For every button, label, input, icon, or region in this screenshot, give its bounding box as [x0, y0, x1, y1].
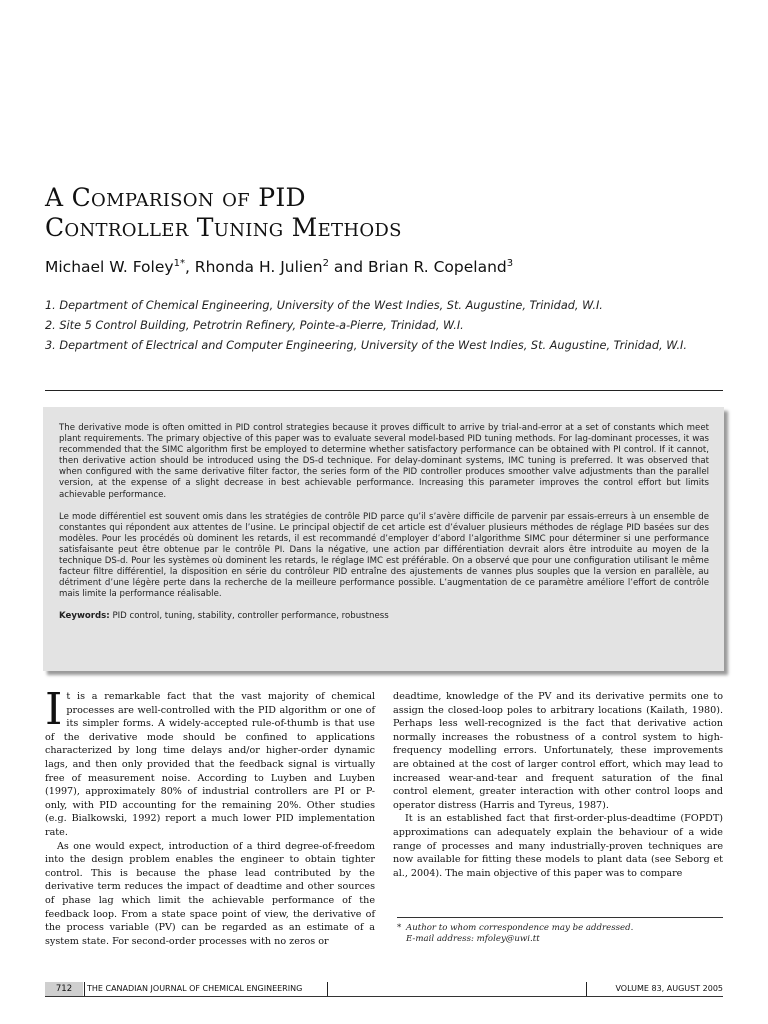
- author-affiliation-mark: 1: [173, 258, 180, 269]
- title-line-2: Controller Tuning Methods: [45, 213, 402, 242]
- author-affiliation-mark: 2: [322, 258, 329, 269]
- keywords-list: PID control, tuning, stability, controller performance, robustness: [109, 611, 389, 622]
- keywords-label: Keywords:: [59, 611, 110, 622]
- author-name: Michael W. Foley: [45, 258, 174, 277]
- footnote-line: Author to whom correspondence may be addressed.: [406, 923, 634, 933]
- body-paragraph: It is an established fact that first-order-plus-deadtime (FOPDT) approximations can adequately explain the behaviour of a wide range of processes and many industrially-proven techniques are now available for fitting these models to plant data (see Seborg et al., 2004). The main objective of this paper was to compare: [393, 813, 723, 879]
- body-paragraph: As one would expect, introduction of a third degree-of-freedom into the design problem enables the engineer to obtain tighter control. This is because the phase lead contributed by the derivative term reduces the impact of deadtime and other sources of phase lag which limit the achievable performance of the feedback loop. From a state space point of view, the derivative of the process variable (PV) can be regarded as an estimate of a system state. For second-order processes with no zeros or: [45, 840, 375, 947]
- body-paragraph: [45, 684, 375, 840]
- journal-name: THE CANADIAN JOURNAL OF CHEMICAL ENGINEERING: [87, 984, 303, 993]
- author-name: Brian R. Copeland: [367, 258, 507, 277]
- body-column-right: [393, 690, 723, 880]
- author-list: [45, 258, 725, 276]
- body-paragraph: deadtime, knowledge of the PV and its derivative permits one to assign the closed-loop poles to arbitrary locations (Kailath, 1980). Perhaps less well-recognized is the fact that derivative action normally increases the robustness of a control system to high-frequency modelling errors. Unfortunately, these improvements are obtained at the cost of larger control effort, which may lead to increased wear-and-tear and frequent saturation of the final control element, greater interaction with other control loops and operator distress (Harris and Tyreus, 1987).: [393, 691, 723, 811]
- footer-separator: [586, 982, 587, 996]
- footnote-email: E-mail address: mfoley@uwi.tt: [406, 934, 540, 944]
- footer-separator: [327, 982, 328, 996]
- body-column-left: [45, 684, 375, 948]
- abstract-french: Le mode différentiel est souvent omis dans les stratégies de contrôle PID parce qu’il s’avère difficile de parvenir par essais-erreurs à un ensemble de constantes qui répondent aux attentes de l’usine. Le principal objectif de cet article est d’évaluer plusieurs méthodes de réglage PID basées sur des modèles. Pour les procédés où dominent les retards, il est recommandé d’employer d’abord l’algorithme SIMC pour déterminer si une performance satisfaisante peut être obtenue par le contrôle PI. Dans la négative, une action par différentiation devrait alors être introduite au moyen de la technique DS-d. Pour les systèmes où dominent les retards, le réglage IMC est préférable. On a observé que pour une configuration utilisant le même facteur filtre différentiel, la disposition en série du contrôleur PID entraîne des ajustements de vannes plus souples que la version en parallèle, au détriment d’une légère perte dans la recherche de la meilleure performance possible. L’augmentation de ce paramètre améliore l’effort de contrôle mais limite la performance réalisable.: [59, 511, 709, 600]
- footnote-mark: *: [397, 923, 402, 933]
- title-line-1: A Comparison of PID: [45, 183, 306, 212]
- footnote: [397, 923, 726, 945]
- affiliation: 1. Department of Chemical Engineering, University of the West Indies, St. Augustine, Trinidad, W.I.: [45, 299, 603, 312]
- volume-info: VOLUME 83, AUGUST 2005: [615, 984, 723, 993]
- author-separator: and: [328, 258, 368, 277]
- page-number: 712: [45, 982, 83, 996]
- footer-separator: [84, 982, 85, 996]
- footer-divider: [45, 996, 723, 997]
- footnote-divider: [397, 917, 723, 918]
- page-footer: [45, 982, 723, 996]
- abstract-content: [59, 423, 709, 634]
- paper-title: [45, 183, 685, 243]
- affiliation-list: [45, 296, 735, 356]
- corresponding-author-mark: *: [179, 258, 185, 269]
- abstract-english: The derivative mode is often omitted in PID control strategies because it proves difficult to arrive by trial-and-error at a set of constants which meet plant requirements. The primary objective of this paper was to evaluate several model-based PID tuning methods. For lag-dominant processes, it was recommended that the SIMC algorithm first be employed to determine whether satisfactory performance can be obtained with PI control. If it cannot, then derivative action should be introduced using the DS-d technique. For delay-dominant systems, IMC tuning is preferred. It was observed that when configured with the same derivative filter factor, the series form of the PID controller produces smoother valve adjustments than the parallel version, at the expense of a slight decrease in best achievable performance. Increasing this parameter improves the control effort but limits achievable performance.: [59, 423, 709, 500]
- author-name: Rhonda H. Julien: [194, 258, 323, 277]
- header-divider: [45, 390, 723, 391]
- abstract-box: [43, 407, 724, 671]
- drop-cap: I: [45, 684, 63, 735]
- affiliation: 2. Site 5 Control Building, Petrotrin Refinery, Pointe-a-Pierre, Trinidad, W.I.: [45, 319, 464, 332]
- author-affiliation-mark: 3: [506, 258, 514, 269]
- keywords: [59, 611, 709, 622]
- author-separator: ,: [184, 258, 195, 277]
- affiliation: 3. Department of Electrical and Computer Engineering, University of the West Indies, St. Augustine, Trinidad, W.I.: [45, 339, 687, 352]
- paragraph-text: t is a remarkable fact that the vast majority of chemical processes are well-controlled with the PID algorithm or one of its simpler forms. A widely-accepted rule-of-thumb is that use of the derivative mode should be confined to applications characterized by long time delays and/or higher-order dynamic lags, and then only provided that the feedback signal is virtually free of measurement noise. According to Luyben and Luyben (1997), approximately 80% of industrial controllers are PI or P-only, with PID accounting for the remaining 20%. Other studies (e.g. Bialkowski, 1992) report a much lower PID implementation rate.: [45, 691, 375, 838]
